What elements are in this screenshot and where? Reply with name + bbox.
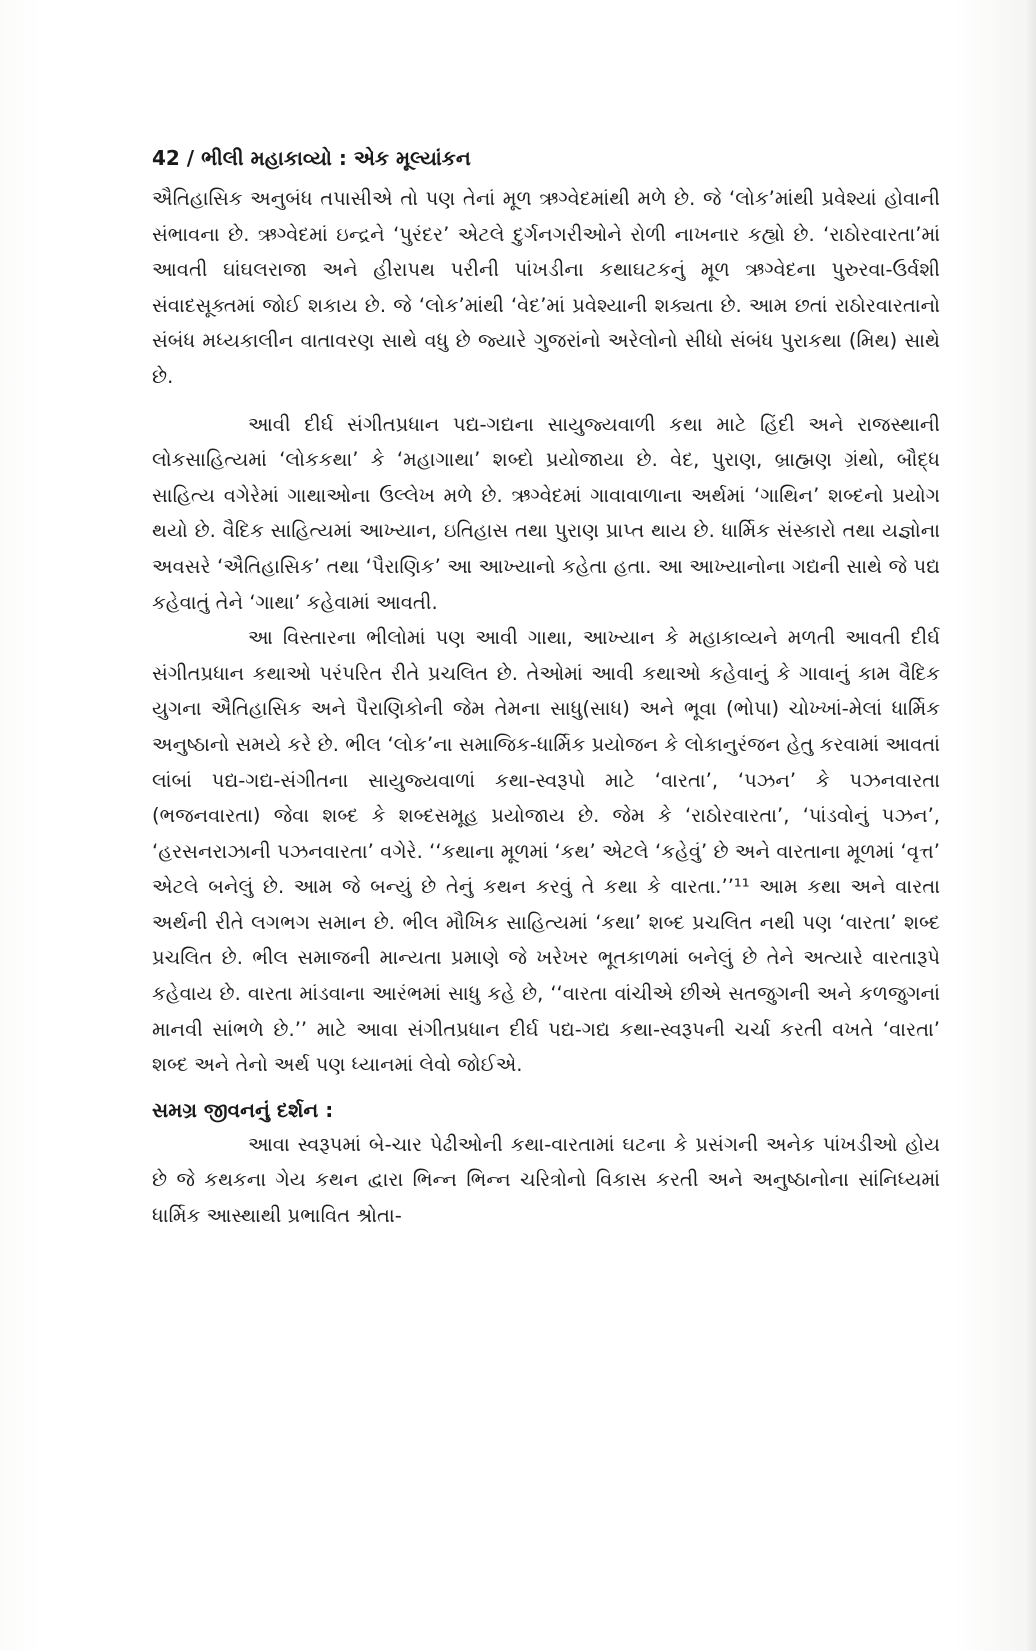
running-header: 42 / ભીલી મહાકાવ્યો : એક મૂલ્યાંકન xyxy=(152,146,471,170)
page-edge-shadow xyxy=(1026,0,1036,1651)
paragraph-2: આવી દીર્ઘ સંગીતપ્રધાન પદ્ય-ગદ્યના સાયુજ્યવાળી કથા માટે હિંદી અને રાજસ્થાની લોકસાહિત્યમાં ‘લોકકથા’ કે ‘મહાગાથા’ શબ્દો પ્રયોજાયા છે. વેદ, પુરાણ, બ્રાહ્મણ ગ્રંથો, બૌદ્ધ સાહિત્ય વગેરેમાં ગાથાઓના ઉલ્લેખ મળે છે. ઋગ્વેદમાં ગાવાવાળાના અર્થમાં ‘ગાથિન’ શબ્દનો પ્રયોગ થયો છે. વૈદિક સાહિત્યમાં આખ્યાન, ઇતિહાસ તથા પુરાણ પ્રાપ્ત થાય છે. ધાર્મિક સંસ્કારો તથા યજ્ઞોના અવસરે ‘ઐતિહાસિક’ તથા ‘પૈરાણિક’ આ આખ્યાનો કહેતા હતા. આ આખ્યાનોના ગદ્યની સાથે જે પદ્ય કહેવાતું તેને ‘ગાથા’ કહેવામાં આવતી. xyxy=(152,412,940,614)
paragraph-3: આ વિસ્તારના ભીલોમાં પણ આવી ગાથા, આખ્યાન કે મહાકાવ્યને મળતી આવતી દીર્ઘ સંગીતપ્રધાન કથાઓ પરંપરિત રીતે પ્રચલિત છે. તેઓમાં આવી કથાઓ કહેવાનું કે ગાવાનું કામ વૈદિક યુગના ઐતિહાસિક અને પૈરાણિકોની જેમ તેમના સાધુ(સાધ) અને ભૂવા (ભોપા) ચોખ્ખાં-મેલાં ધાર્મિક અનુષ્ઠાનો સમયે કરે છે. ભીલ ‘લોક’ના સમાજિક-ધાર્મિક પ્રયોજન કે લોકાનુરંજન હેતુ કરવામાં આવતાં લાંબાં પદ્ય-ગદ્ય-સંગીતના સાયુજ્યવાળાં કથા-સ્વરૂપો માટે ‘વારતા’, ‘પઝન’ કે પઝનવારતા (ભજનવારતા) જેવા શબ્દ કે શબ્દસમૂહ પ્રયોજાય છે. જેમ કે ‘રાઠોરવારતા’, ‘પાંડવોનું પઝન’, ‘હરસનરાઝાની પઝનવારતા’ વગેરે. ‘‘કથાના મૂળમાં ‘કથ’ એટલે ‘કહેવું’ છે અને વારતાના મૂળમાં ‘વૃત્ત’ એટલે બનેલું છે. આમ જે બન્યું છે તેનું કથન કરવું તે કથા કે વારતા.’’¹¹ આમ કથા અને વારતા અર્થની રીતે લગભગ સમાન છે. ભીલ મૌખિક સાહિત્યમાં ‘કથા’ શબ્દ પ્રચલિત નથી પણ ‘વારતા’ શબ્દ પ્રચલિત છે. ભીલ સમાજની માન્યતા પ્રમાણે જે ખરેખર ભૂતકાળમાં બનેલું છે તેને અત્યારે વારતારૂપે કહેવાય છે. વારતા માંડવાના આરંભમાં સાધુ કહે છે, ‘‘વારતા વાંચીએ છીએ સતજુગની અને કળજુગનાં માનવી સાંભળે છે.’’ માટે આવા સંગીતપ્રધાન દીર્ઘ પદ્ય-ગદ્ય કથા-સ્વરૂપની ચર્ચા કરતી વખતે ‘વારતા’ શબ્દ અને તેનો અર્થ પણ ધ્યાનમાં લેવો જોઈએ. xyxy=(152,626,940,1077)
page-content xyxy=(152,143,940,1234)
paragraph-1: ઐતિહાસિક અનુબંધ તપાસીએ તો પણ તેનાં મૂળ ઋગ્વેદમાંથી મળે છે. જે ‘લોક’માંથી પ્રવેશ્યાં હોવાની સંભાવના છે. ઋગ્વેદમાં ઇન્દ્રને ‘પુરંદર’ એટલે દુર્ગનગરીઓને રોળી નાખનાર કહ્યો છે. ‘રાઠોરવારતા’માં આવતી ઘાંઘલરાજા અને હીરાપથ પરીની પાંખડીના કથાઘટકનું મૂળ ઋગ્વેદના પુરુરવા-ઉર્વશી સંવાદસૂક્તમાં જોઈ શકાય છે. જે ‘લોક’માંથી ‘વેદ’માં પ્રવેશ્યાની શક્યતા છે. આમ છતાં રાઠોરવારતાનો સંબંધ મધ્યકાલીન વાતાવરણ સાથે વધુ છે જ્યારે ગુજરાંનો અરેલોનો સીધો સંબંધ પુરાકથા (મિથ) સાથે છે. xyxy=(152,187,940,388)
section-heading: સમગ્ર જીવનનું દર્શન : xyxy=(152,1097,334,1122)
section-paragraph: આવા સ્વરૂપમાં બે-ચાર પેઢીઓની કથા-વારતામાં ઘટના કે પ્રસંગની અનેક પાંખડીઓ હોય છે જે કથકના ગેય કથન દ્વારા ભિન્ન ભિન્ન ચરિત્રોનો વિકાસ કરતી અને અનુષ્ઠાનોના સાંનિધ્યમાં ધાર્મિક આસ્થાથી પ્રભાવિત શ્રોતા- xyxy=(152,1132,940,1228)
